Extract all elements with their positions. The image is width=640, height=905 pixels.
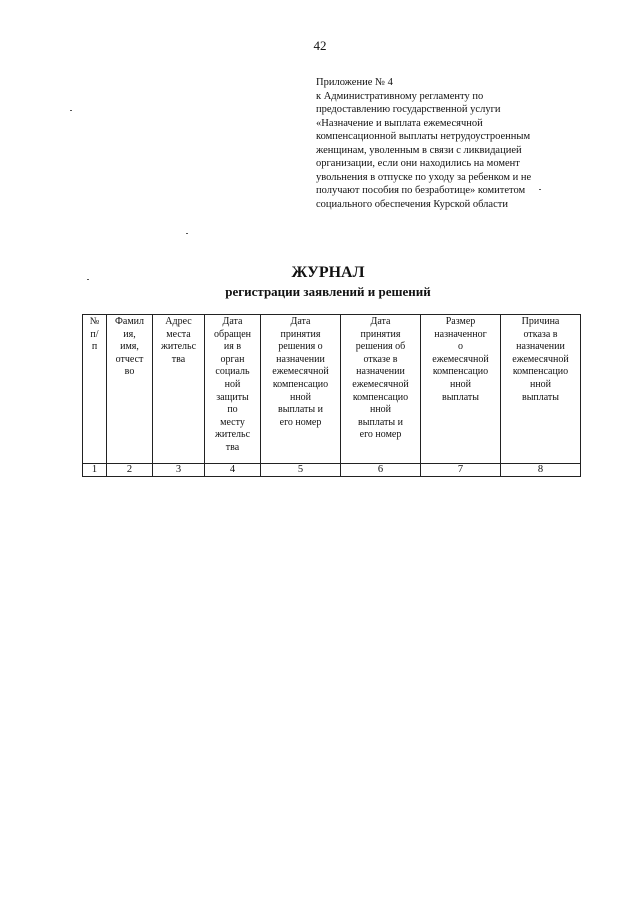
header-cell-line: решения о <box>278 341 323 353</box>
header-cell-line: ия, <box>123 328 136 340</box>
header-cell-line: нной <box>529 378 552 390</box>
header-cell-line: места <box>166 328 191 340</box>
header-cell <box>153 315 205 464</box>
appendix-line: женщинам, уволенным в связи с ликвидацией <box>316 144 522 156</box>
page-number: 42 <box>313 38 327 53</box>
appendix-line: организации, если они находились на момент <box>316 158 520 169</box>
header-cell-line: ежемесячной <box>272 366 329 378</box>
header-cell-line: месту <box>220 416 245 428</box>
appendix-line: увольнения в отпуске по уходу за ребенком и не <box>316 171 532 183</box>
header-cell-line: решения об <box>355 341 406 353</box>
header-cell-line: жительс <box>214 429 251 441</box>
header-cell-line: ежемесячной <box>352 378 409 390</box>
header-cell-line: ия в <box>223 341 242 353</box>
header-cell-line: выплаты <box>521 391 560 403</box>
header-cell-line: Дата <box>222 316 243 327</box>
header-cell <box>421 315 501 464</box>
header-cell-line: компенсацио <box>512 366 569 378</box>
appendix-note <box>316 76 616 211</box>
header-cell-line: обращен <box>213 328 252 340</box>
header-cell-line: выплаты и <box>278 404 323 416</box>
header-cell-line: нной <box>449 378 472 390</box>
column-number-cell: 2 <box>107 464 153 477</box>
appendix-line: «Назначение и выплата ежемесячной <box>316 117 483 129</box>
header-cell-line: отказе в <box>363 353 398 365</box>
header-cell-line: имя, <box>120 341 139 353</box>
header-cell-line: Адрес <box>165 316 192 327</box>
header-cell-line: Размер <box>445 316 476 327</box>
table-header-row <box>83 315 581 464</box>
column-number-cell: 8 <box>501 464 581 477</box>
column-number-cell: 3 <box>153 464 205 477</box>
header-cell-line: ежемесячной <box>512 353 569 365</box>
journal-title: ЖУРНАЛ <box>291 264 365 281</box>
header-cell-line: выплаты и <box>358 416 403 428</box>
scan-speck <box>186 233 188 234</box>
appendix-line: Приложение № 4 <box>316 77 393 88</box>
appendix-line: получают пособия по безработице» комитетом <box>316 185 526 196</box>
header-cell <box>341 315 421 464</box>
header-cell-line: жительс <box>160 341 197 353</box>
header-cell-line: компенсацио <box>272 378 329 390</box>
header-cell <box>107 315 153 464</box>
header-cell-line: его номер <box>279 416 322 428</box>
header-cell-line: нной <box>289 391 312 403</box>
appendix-line: социального обеспечения Курской области <box>316 198 508 210</box>
header-cell-line: орган <box>220 353 245 365</box>
column-number-cell: 6 <box>341 464 421 477</box>
header-cell-line: Дата <box>370 316 391 327</box>
header-cell-line: компенсацио <box>352 391 409 403</box>
header-cell-line: назначении <box>356 366 405 378</box>
header-cell-line: о <box>458 341 463 353</box>
scan-speck <box>539 189 541 190</box>
header-cell-line: социаль <box>215 366 250 378</box>
header-cell-line: принятия <box>280 328 321 340</box>
appendix-line: компенсационной выплаты нетрудоустроенным <box>316 131 531 142</box>
header-cell-line: во <box>124 366 135 378</box>
header-cell-line: назначенног <box>434 328 487 340</box>
header-cell-line: тва <box>171 353 186 365</box>
header-cell-line: ной <box>224 378 241 390</box>
header-cell-line: защиты <box>216 391 249 403</box>
header-cell-line: Фамил <box>114 316 144 327</box>
header-cell <box>261 315 341 464</box>
scan-speck <box>70 110 72 111</box>
header-cell-line: тва <box>225 441 240 453</box>
column-number-cell: 7 <box>421 464 501 477</box>
header-cell-line: по <box>227 404 238 416</box>
header-cell-line: выплаты <box>441 391 480 403</box>
header-cell-line: его номер <box>359 429 402 441</box>
header-cell-line: принятия <box>360 328 401 340</box>
header-cell-line: Причина <box>521 316 560 327</box>
header-cell-line: отчест <box>115 353 144 365</box>
header-cell-line: № <box>89 316 100 327</box>
header-cell-line: п/ <box>90 328 99 340</box>
appendix-line: к Административному регламенту по <box>316 90 484 102</box>
header-cell <box>83 315 107 464</box>
journal-table <box>82 314 581 477</box>
header-cell <box>501 315 581 464</box>
journal-subtitle: регистрации заявлений и решений <box>225 284 431 299</box>
column-number-cell: 1 <box>83 464 107 477</box>
header-cell-line: назначении <box>276 353 325 365</box>
column-number-row <box>83 464 581 477</box>
header-cell-line: нной <box>369 404 392 416</box>
header-cell-line: п <box>91 341 98 353</box>
header-cell-line: назначении <box>516 341 565 353</box>
header-cell-line: ежемесячной <box>432 353 489 365</box>
header-cell-line: отказа в <box>523 328 558 340</box>
column-number-cell: 4 <box>205 464 261 477</box>
appendix-line: предоставлению государственной услуги <box>316 104 501 115</box>
column-number-cell: 5 <box>261 464 341 477</box>
header-cell-line: компенсацио <box>432 366 489 378</box>
header-cell <box>205 315 261 464</box>
header-cell-line: Дата <box>290 316 311 327</box>
